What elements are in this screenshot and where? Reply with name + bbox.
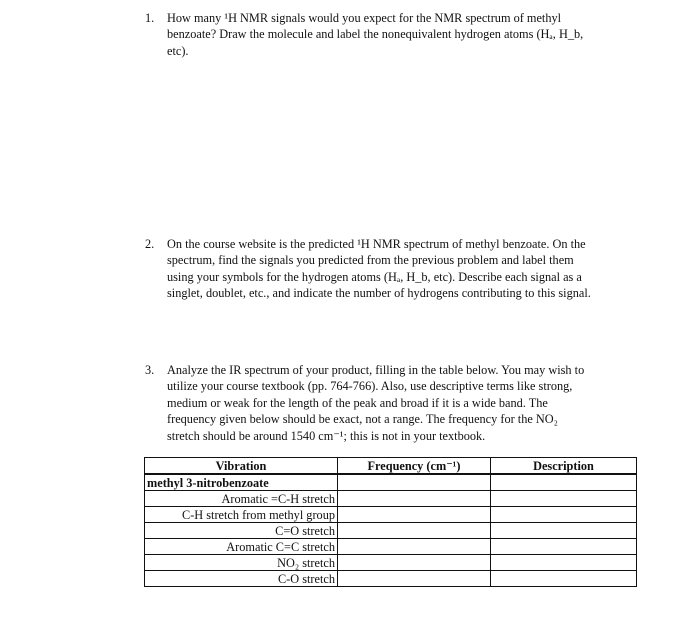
compound-name: methyl 3-nitrobenzoate — [145, 474, 338, 491]
table-row — [145, 539, 637, 555]
frequency-cell[interactable] — [338, 571, 491, 587]
table-row — [145, 507, 637, 523]
vibration-cell: C=O stretch — [145, 523, 338, 539]
vibration-cell: C-H stretch from methyl group — [145, 507, 338, 523]
question-3 — [145, 362, 655, 444]
description-cell[interactable] — [491, 474, 637, 491]
header-description: Description — [491, 458, 637, 475]
question-line: Analyze the IR spectrum of your product, filling in the table below. You may wish to — [167, 363, 585, 377]
question-line: frequency given below should be exact, not a range. The frequency for the NO₂ — [167, 412, 558, 427]
description-cell[interactable] — [491, 523, 637, 539]
frequency-cell[interactable] — [338, 491, 491, 507]
question-text — [167, 362, 655, 444]
ir-table — [144, 457, 637, 587]
question-line: etc). — [167, 43, 189, 58]
table-row — [145, 571, 637, 587]
question-line: spectrum, find the signals you predicted from the previous problem and label them — [167, 253, 574, 268]
table-row — [145, 491, 637, 507]
vibration-cell: Aromatic C=C stretch — [145, 539, 338, 555]
question-line: benzoate? Draw the molecule and label the nonequivalent hydrogen atoms (Hₐ, H_b, — [167, 27, 584, 42]
compound-row — [145, 474, 637, 491]
description-cell[interactable] — [491, 539, 637, 555]
question-line: stretch should be around 1540 cm⁻¹; this is not in your textbook. — [167, 428, 486, 443]
table-header-row — [145, 458, 637, 475]
header-vibration: Vibration — [145, 458, 338, 475]
question-text — [167, 10, 655, 59]
question-2 — [145, 236, 655, 302]
description-cell[interactable] — [491, 507, 637, 523]
vibration-cell: NO₂ stretch — [145, 555, 338, 571]
question-line: On the course website is the predicted ¹H NMR spectrum of methyl benzoate. On the — [167, 237, 586, 251]
question-line: How many ¹H NMR signals would you expect for the NMR spectrum of methyl — [167, 11, 562, 25]
question-line: singlet, doublet, etc., and indicate the number of hydrogens contributing to this signal. — [167, 286, 591, 301]
frequency-cell[interactable] — [338, 474, 491, 491]
header-frequency: Frequency (cm⁻¹) — [338, 458, 491, 475]
vibration-cell: C-O stretch — [145, 571, 338, 587]
question-1 — [145, 10, 655, 59]
question-line: medium or weak for the length of the peak and broad if it is a wide band. The — [167, 395, 548, 410]
description-cell[interactable] — [491, 571, 637, 587]
frequency-cell[interactable] — [338, 539, 491, 555]
frequency-cell[interactable] — [338, 555, 491, 571]
description-cell[interactable] — [491, 491, 637, 507]
frequency-cell[interactable] — [338, 507, 491, 523]
table-row — [145, 523, 637, 539]
question-number: 1. — [145, 11, 155, 25]
question-text — [167, 236, 655, 302]
question-number: 3. — [145, 363, 155, 377]
description-cell[interactable] — [491, 555, 637, 571]
vibration-cell: Aromatic =C-H stretch — [145, 491, 338, 507]
table-row — [145, 555, 637, 571]
question-line: using your symbols for the hydrogen atoms (Hₐ, H_b, etc). Describe each signal as a — [167, 269, 582, 284]
frequency-cell[interactable] — [338, 523, 491, 539]
question-number: 2. — [145, 237, 155, 251]
question-line: utilize your course textbook (pp. 764-766). Also, use descriptive terms like strong, — [167, 379, 573, 394]
